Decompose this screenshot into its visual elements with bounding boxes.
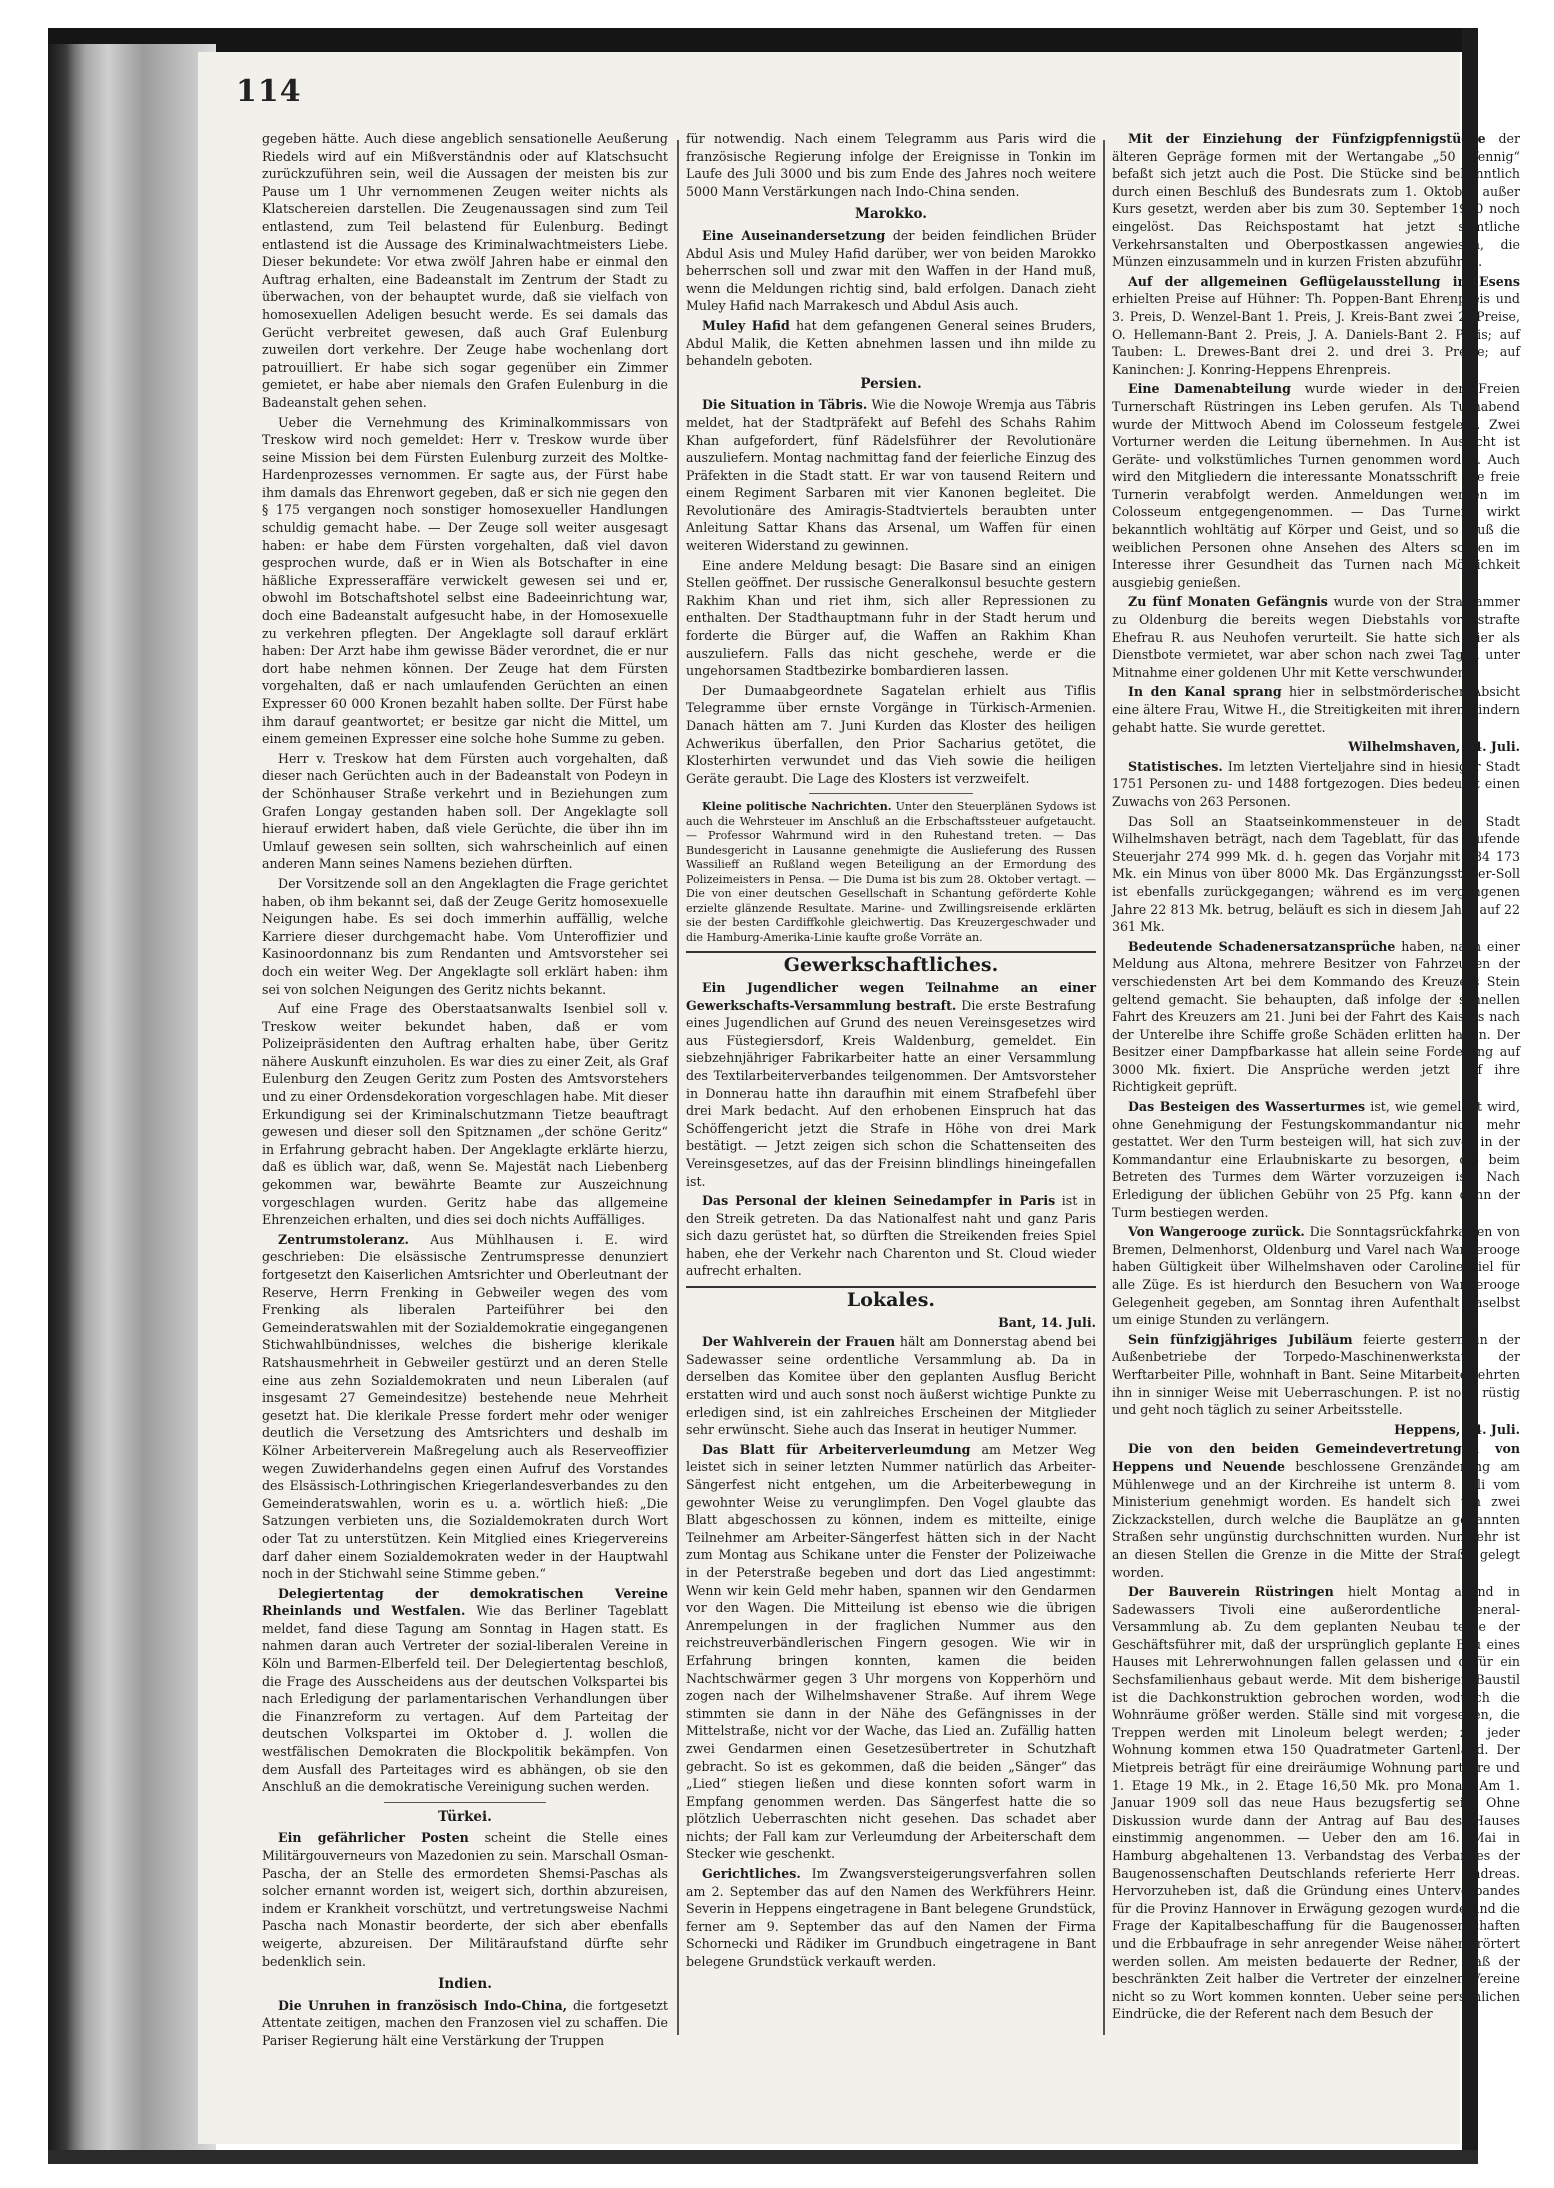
column-2 (686, 130, 1096, 2040)
article-text: ist, wie gemeldet wird, ohne Genehmigung der Festungskommandantur nicht mehr gestattet. Wer den Turm besteigen will, hat sich zuvor in der Kommandantur eine Erlaubniskarte zu besorgen, die beim Betreten des Turmes dem Wärter vorzuzeigen ist. Nach Erledigung der üblichen Gebühr von 25 Pfg. kann dann der Turm bestiegen werden. (1112, 1099, 1520, 1220)
article-lead: In den Kanal sprang (1128, 684, 1282, 700)
dateline-heppens: Heppens, 14. Juli. (1394, 1421, 1520, 1437)
article-text: für notwendig. Nach einem Telegramm aus Paris wird die französische Regierung infolge der Ereignisse in Tonkin im Laufe des Juli 3000 und bis zum Ende des Jahres noch weitere 5000 Mann Verstärkungen nach Indo-China senden. (686, 131, 1096, 199)
article-lead: Zu fünf Monaten Gefängnis (1128, 594, 1328, 610)
column-rule-2 (1103, 140, 1105, 2035)
column-rule-1 (677, 140, 679, 2035)
article-wangerooge (1112, 1223, 1520, 1329)
article-text: gegeben hätte. Auch diese angeblich sensationelle Aeußerung Riedels wird auf ein Mißverständnis oder auf Klatschsucht zurückzuführen sein, weil die Aussagen der meisten bis zur Pause um 1 Uhr vernommenen Zeugen weiter nichts als Klatschereien darstellen. Die Zeugenaussagen sind zum Teil entlastend, zum Teil belastend für Eulenburg. Bedingt entlastend ist die Aussage des Kriminalwachtmeisters Liebe. Dieser bekundete: Vor etwa zwölf Jahren habe er einmal den Auftrag erhalten, eine Badeanstalt im Zentrum der Stadt zu überwachen, von der behauptet wurde, daß sie vielfach von homosexuellen Adeligen besucht werde. Es sei damals das Gerücht verbreitet gewesen, daß auch Graf Eulenburg zuweilen dort verkehre. Der Zeuge habe wochenlang dort patrouilliert. Er habe sich sogar gegenüber ein Zimmer gemietet, er habe aber niemals den Grafen Eulenburg in die Badeanstalt gehen sehen. (262, 131, 668, 410)
article-text: hier in selbstmörderischer Absicht eine ältere Frau, Witwe H., die Streitigkeiten mit ihren Kindern gehabt hatte. Sie wurde gerettet. (1112, 684, 1520, 735)
article-lead: Statistisches. (1128, 758, 1223, 774)
article-lead: Von Wangerooge zurück. (1128, 1224, 1305, 1240)
article-indien (262, 1997, 668, 2050)
article-text: Ueber die Vernehmung des Kriminalkommissars von Treskow wird noch gemeldet: Herr v. Treskow wurde über seine Mission bei dem Fürsten Eulenburg zurzeit des Moltke-Hardenprozesses vernommen. Er sagte aus, der Fürst habe ihm damals das Ehrenwort gegeben, daß er sich nie gegen den § 175 vergangen noch sonstiger homosexueller Handlungen schuldig gemacht habe. — Der Zeuge soll weiter ausgesagt haben: er habe dem Fürsten vorgehalten, daß viel davon gesprochen wurde, daß er in Wien als Botschafter in eine häßliche Expresseraffäre verwickelt gewesen sei und er, obwohl im Botschaftshotel selbst eine Badeeinrichtung war, doch eine Badeanstalt aufgesucht habe, in der Homosexuelle zu verkehren pflegten. Der Angeklagte soll darauf erklärt haben: Der Arzt habe ihm gewisse Bäder verordnet, die er nur dort habe nehmen können. Der Zeuge hat dem Fürsten vorgehalten, daß er nach umlaufenden Gerüchten an einen Expresser 60 000 Kronen bezahlt haben sollte. Der Fürst habe ihm darauf geantwortet; er besitze gar nicht die Mittel, um einem gemeinen Expresser eine solche hohe Summe zu geben. (262, 414, 668, 747)
article-lead: Ein Jugendlicher wegen Teilnahme an einer Gewerkschafts-Versammlung bestraft. (686, 979, 1096, 1013)
article-text: wurde von der Strafkammer zu Oldenburg die bereits wegen Diebstahls vorbestrafte Ehefrau R. aus Neuhofen verurteilt. Sie hatte sich hier als Dienstbote vermietet, war aber schon nach zwei Tagen unter Mitnahme einer goldenen Uhr mit Kette verschwunden. (1112, 594, 1521, 680)
page-number: 114 (236, 74, 302, 109)
article-text: am Metzer Weg leistet sich in seiner letzten Nummer natürlich das Arbeiter-Sängerfest nicht entgehen, um die Arbeiterbewegung in gewohnter Weise zu verunglimpfen. Den Vogel glaubte das Blatt abgeschossen zu können, indem es mitteilte, einige Teilnehmer am Arbeiter-Sängerfest hätten sich in der Nacht zum Montag aus Schikane unter die Fenster der Polizeiwache in der Peterstraße begeben und dort das Lied angestimmt: Wenn wir kein Geld mehr haben, spannen wir den Gendarmen vor den Wagen. Die Mitteilung ist ebenso wie die übrigen Anrempelungen in der fraglichen Nummer aus den reichstreuverbändlerischen Fingern gesogen. Wie wir in Erfahrung bringen konnten, kamen die beiden Nachtschwärmer gegen 3 Uhr morgens von Kopperhörn und zogen nach der Wilhelmshavener Straße. Auf ihrem Wege stimmten sie dann in der Nähe des Gefängnisses in der Mittelstraße, nicht vor der Wache, das Lied an. Zufällig hatten zwei Gendarmen einen Gesetzesübertreter in Schutzhaft gebracht. So ist es gekommen, daß die beiden „Sänger“ das „Lied“ stiegen ließen und diese konnten sofort warm in Empfang genommen werden. Das Sängerfest hatte die so plötzlich Ueberraschten nicht gesehen. Das schadet aber nichts; der Fall kam zur Verleumdung der Arbeiterschaft dem Stecker wie geschenkt. (686, 1441, 1096, 1862)
article-text: Unter den Steuerplänen Sydows ist auch die Wehrsteuer im Anschluß an die Erbschaftssteuer aufgetaucht. — Professor Wahrmund wird in den Ruhestand treten. — Das Bundesgericht in Lausanne genehmigte die Auslieferung des Russen Wassilieff an Rußland wegen Beteiligung an der Ermordung des Polizeimeisters in Pensa. — Die Duma ist bis zum 28. Oktober vertagt. — Die von einer deutschen Gesellschaft in Schantung geförderte Kohle erzielte glänzende Resultate. Marine- und Zwillingsreisende erklärten sie der besten Cardiffkohle gleichwertig. Das Kreuzergeschwader und die Hamburg-Amerika-Linie kaufte große Vorräte an. (686, 800, 1096, 944)
article-wahlverein (686, 1333, 1096, 1439)
article-gefluegel (1112, 273, 1520, 379)
article-lead: Muley Hafid (702, 317, 790, 333)
book-bottom-edge (48, 2150, 1478, 2164)
book-top-edge (48, 28, 1476, 52)
article-lead: Das Blatt für Arbeiterverleumdung (702, 1441, 971, 1457)
article-lead: Bedeutende Schadenersatzansprüche (1128, 938, 1396, 954)
article-lead: Kleine politische Nachrichten. (702, 800, 892, 814)
article-text: haben, nach einer Meldung aus Altona, mehrere Besitzer von Fahrzeugen der verschiedensten Art bei dem Kommando des Kreuzers Stein geltend gemacht. Sie behaupten, daß infolge der schnellen Fahrt des Kreuzers am 21. Juni bei der Fahrt des Kaisers nach der Unterelbe ihre Schiffe große Schäden erlitten haben. Der Besitzer einer Dampfbarkasse hat allein seine Forderung auf 3000 Mk. fixiert. Die Ansprüche werden jetzt auf ihre Richtigkeit geprüft. (1112, 938, 1520, 1095)
article-zentrum (262, 1231, 668, 1583)
article-text: Die Sonntagsrückfahrkarten von Bremen, Delmenhorst, Oldenburg und Varel nach Wangerooge haben Gültigkeit über Wilhelmshaven oder Carolinensiel für alle Züge. Es ist hierdurch den Besuchern von Wangerooge Gelegenheit gegeben, am Sonntag ihren Aufenthalt daselbst um einige Stunden zu verlängern. (1112, 1224, 1520, 1328)
article-lead: Das Besteigen des Wasserturmes (1128, 1099, 1366, 1115)
column-3 (1112, 130, 1521, 2022)
article-lead: Die Situation in Täbris. (702, 397, 868, 413)
article-schadenersatz (1112, 938, 1520, 1096)
article-lead: Eine Auseinandersetzung (702, 227, 886, 243)
article-text: erhielten Preise auf Hühner: Th. Poppen-Bant Ehrenpreis und 3. Preis, D. Wenzel-Bant 1. Preis, J. Kreis-Bant zwei 2. Preise, O. Hellemann-Bant 2. Preis, J. A. Daniels-Bant 2. Preis; auf Tauben: L. Drewes-Bant drei 2. und drei 3. Preise; auf Kaninchen: J. Konring-Heppens Ehrenpreis. (1112, 291, 1520, 377)
article-text: Im Zwangsversteigerungsverfahren sollen am 2. September das auf den Namen des Werkführers Heinr. Severin in Heppens eingetragene in Bant belegene Grundstück, ferner am 9. September das auf den Namen der Firma Schornecki und Rädiker im Grundbuch eingetragene in Bant belegene Grundstück verkauft werden. (686, 1866, 1096, 1970)
article-text: hielt Montag abend in Sadewassers Tivoli eine außerordentliche General-Versammlung ab. Zu dem geplanten Neubau teilte der Geschäftsführer mit, daß der ursprünglich geplante Bau eines Hauses mit Lehrerwohnungen fallen gelassen und dafür ein Sechsfamilienhaus gebaut werde. Mit dem bisherigen Baustil ist die Dachkonstruktion gebrochen worden, wodurch die Wohnräume größer werden. Ställe sind mit vorgesehen, die Treppen werden mit Linoleum belegt werden; zu jeder Wohnung kommen etwa 150 Quadratmeter Gartenland. Der Mietpreis beträgt für eine dreiräumige Wohnung parterre und 1. Etage 19 Mk., in 2. Etage 16,50 Mk. pro Monat. Am 1. Januar 1909 soll das neue Haus bezugsfertig sein. Ohne Diskussion wurde dann der Antrag auf Bau des Hauses einstimmig angenommen. — Ueber den am 16. Mai in Hamburg abgehaltenen 13. Verbandstag des Verbandes der Baugenossenschaften Deutschlands referierte Herr Andreas. Hervorzuheben ist, daß die Gründung eines Unterverbandes für die Provinz Hannover in Erwägung gezogen wurde und die Frage der Kapitalbeschaffung für die Baugenossenschaften und die Erbbaufrage in sehr anregender Weise näher erörtert werden sollen. Am meisten bedauerte der Redner, daß der beschränkten Zeit halber die Vertreter der einzelnen Vereine nicht so zu Wort kommen konnten. Ueber seine persönlichen Eindrücke, die der Referent nach dem Besuch der (1112, 1584, 1520, 2022)
section-heading-gewerkschaftliches: Gewerkschaftliches. (686, 951, 1096, 975)
article-text: wurde wieder in der Freien Turnerschaft Rüstringen ins Leben gerufen. Als Turnabend wurde der Mittwoch Abend im Colosseum festgelegt. Zwei Vorturner werden die Leitung übernehmen. In Aussicht ist Geräte- und volkstümliches Turnen genommen worden. Auch wird den Mitgliedern die interessante Monatsschrift Die freie Turnerin verabfolgt werden. Anmeldungen werden im Colosseum entgegengenommen. — Das Turnen wirkt bekanntlich wohltätig auf Körper und Geist, und so muß die weiblichen Personen ohne Ansehen des Alters sollten im Interesse ihrer Gesundheit das Turnen nach Möglichkeit ausgiebig genießen. (1112, 381, 1520, 590)
article-text: Wie das Berliner Tageblatt meldet, fand diese Tagung am Sonntag in Hagen statt. Es nahmen daran auch Vertreter der sozial-liberalen Vereine in Köln und Barmen-Elberfeld teil. Der Delegiertentag beschloß, die Frage des Ausscheidens aus der deutschen Volkspartei bis nach Erledigung der parlamentarischen Verhandlungen über die Finanzreform zu vertagen. Auf dem Parteitag der deutschen Volkspartei im Oktober d. J. wollen die westfälischen Demokraten die Blockpolitik bekämpfen. Von dem Ausfall des Parteitages wird es abhängen, ob sie den Anschluß an die demokratische Vereinigung suchen werden. (262, 1603, 668, 1795)
article-text: ist in den Streik getreten. Da das Nationalfest naht und ganz Paris sich dazu gerüstet hat, so dürften die Streikenden freies Spiel haben, ehe der Verkehr nach Charenton und St. Cloud wieder aufrecht erhalten. (686, 1193, 1096, 1279)
article-damen (1112, 380, 1520, 591)
article-persien (686, 396, 1096, 554)
article-muley (686, 317, 1096, 370)
article-gerichtliches (686, 1865, 1096, 1971)
article-wasserturm (1112, 1098, 1520, 1221)
article-text: Wie die Nowoje Wremja aus Täbris meldet, hat der Stadtpräfekt auf Befehl des Schahs Rahim Khan aufgefordert, fünf Rädelsführer der Revolutionäre auszuliefern. Montag nachmittag fand der feierliche Einzug des Präfekten in die Stadt statt. Er war von tausend Reitern und einem Regiment Sarbaren mit vier Kanonen begleitet. Die Revolutionäre des Amiragis-Stadtviertels beraubten unter Anleitung Sattar Khans das Arsenal, um Waffen für einen weiteren Widerstand zu gewinnen. (686, 397, 1096, 554)
article-lead: Auf der allgemeinen Geflügelausstellung in Esens (1128, 273, 1520, 289)
book-binding (48, 44, 216, 2164)
article-statistisches (1112, 758, 1520, 811)
dateline-bant: Bant, 14. Juli. (998, 1314, 1096, 1330)
article-lead: Die von den beiden Gemeindevertretungen von Heppens und Neuende (1112, 1441, 1520, 1474)
article-lead: Zentrumstoleranz. (278, 1231, 409, 1247)
article-kleine (686, 800, 1096, 945)
article-lead: Delegiertentag der demokratischen Vereine Rheinlands und Westfalen. (262, 1585, 668, 1619)
article-blatt (686, 1441, 1096, 1863)
section-heading-marokko: Marokko. (855, 206, 927, 223)
article-paris (686, 1192, 1096, 1280)
section-heading-tuerkei: Türkei. (438, 1808, 492, 1825)
article-text: Der Dumaabgeordnete Sagatelan erhielt aus Tiflis Telegramme über ernste Vorgänge in Türkisch-Armenien. Danach hätten am 7. Juni Kurden das Kloster des heiligen Achwerikus überfallen, den Prior Sacharius getötet, die Klosterhirten verwundet und das Vieh sowie die heiligen Geräte geraubt. Die Lage des Klosters ist verzweifelt. (686, 682, 1096, 786)
article-text: Aus Mühlhausen i. E. wird geschrieben: Die elsässische Zentrumspresse denunziert fortgesetzt den Kaiserlichen Amtsrichter und Oberleutnant der Reserve, Herrn Frenking in Gebweiler wegen des vom Frenking als liberalen Parteiführer bei den Gemeinderatswahlen mit der Sozialdemokratie eingegangenen Stichwahlbündnisses, welches die bisherige klerikale Ratshausmehrheit in Gebweiler gestürzt und an deren Stelle eine aus zehn Sozialdemokraten und neun Liberalen (auf insgesamt 27 Gemeindesitze) bestehende neue Mehrheit gesetzt hat. Die klerikale Presse fordert mehr oder weniger deutlich die Versetzung des Amtsrichters und deshalb im Kölner Arbeiterverein Maßregelung auch als Reserveoffizier wegen Zuwiderhandelns gegen einen Aufruf des Vorstandes des Elsässisch-Lothringischen Kriegerlandesverbandes zu den Gemeinderatswahlen, worin es u. a. wörtlich hieß: „Die Satzungen verbieten uns, die Sozialdemokraten durch Wort oder Tat zu unterstützen. Kein Mitglied eines Kriegervereins darf daher einem Sozialdemokraten weder in der Hauptwahl noch in der Stichwahl seine Stimme geben.“ (262, 1231, 668, 1582)
article-text: feierte gestern in der Außenbetriebe der Torpedo-Maschinenwerkstatt der Werftarbeiter Pille, wohnhaft in Bant. Seine Mitarbeiter ehrten ihn in sinniger Weise mit Ueberraschungen. P. ist noch rüstig und geht noch täglich zu seiner Arbeitsstelle. (1112, 1331, 1520, 1418)
article-text: beschlossene Grenzänderung am Mühlenwege und an der Kirchreihe ist unterm 8. Juli vom Ministerium genehmigt worden. Es handelt sich um zwei Zickzackstellen, durch welche die Bauplätze an genannten Straßen sehr ungünstig durchschnitten wurden. Nunmehr ist an diesen Stellen die Grenze in die Mitte der Straße gelegt worden. (1112, 1458, 1521, 1580)
article-lead: Mit der Einziehung der Fünfzigpfennigstücke (1128, 131, 1486, 146)
article-muenzen (1112, 130, 1520, 271)
article-lead: Gerichtliches. (702, 1866, 801, 1882)
article-lead: Der Wahlverein der Frauen (702, 1334, 896, 1350)
article-delegiertentag (262, 1585, 668, 1796)
separator (384, 1802, 546, 1803)
article-lead: Eine Damenabteilung (1128, 381, 1291, 397)
article-lead: Sein fünfzigjähriges Jubiläum (1128, 1331, 1353, 1347)
article-text: Herr v. Treskow hat dem Fürsten auch vorgehalten, daß dieser nach Gerüchten auch in der Badeanstalt von Podeyn in der Schönhauser Straße verkehrt und in Beziehungen zum Grafen Longay gestanden haben soll. Der Angeklagte soll hierauf erwidert haben, daß viele Gerüchte, die über ihn im Umlauf gewesen sein sollten, sich wahrscheinlich auf einen anderen Mann seines Namens beziehen dürften. (262, 750, 668, 872)
article-text: die fortgesetzt Attentate zeitigen, machen den Franzosen viel zu schaffen. Die Pariser Regierung hält eine Verstärkung der Truppen (262, 1997, 668, 2048)
article-text: Eine andere Meldung besagt: Die Basare sind an einigen Stellen geöffnet. Der russische Generalkonsul besuchte gestern Rakhim Khan und riet ihm, sich aller Repressionen zu enthalten. Der Stadthauptmann fuhr in der Stadt herum und forderte die Bürger auf, die Waffen an Rakhim Khan auszuliefern. Falls das nicht geschehe, werde er die ungehorsamen Stadtbezirke bombardieren lassen. (686, 557, 1096, 679)
article-gefaengnis (1112, 593, 1520, 681)
article-lead: Die Unruhen in französisch Indo-China, (278, 1997, 568, 2013)
separator (809, 793, 973, 794)
column-1 (262, 130, 668, 2048)
article-jugend (686, 979, 1096, 1190)
article-bauverein (1112, 1583, 1520, 2023)
dateline-wilhelmshaven: Wilhelmshaven, 14. Juli. (1348, 739, 1520, 755)
article-text: Die erste Bestrafung eines Jugendlichen auf Grund des neuen Vereinsgesetzes wird aus Füstegiersdorf, Kreis Waldenburg, gemeldet. Ein siebzehnjähriger Fabrikarbeiter hatte an einer Versammlung des Textilarbeiterverbandes teilgenommen. Der Amtsvorsteher in Donnerau hatte ihn daraufhin mit einem Strafbefehl über drei Mark bedacht. Auf den erhobenen Einspruch hat das Schöffengericht jetzt die Strafe in Höhe von drei Mark bestätigt. — Jetzt zeigen sich schon die Schattenseiten des Vereinsgesetzes, auf das der Freisinn blindlings hineingefallen ist. (686, 997, 1096, 1189)
article-text: Das Soll an Staatseinkommensteuer in der Stadt Wilhelmshaven beträgt, nach dem Tageblatt, für das laufende Steuerjahr 274 999 Mk. d. h. gegen das Vorjahr mit 284 173 Mk. ein Minus von über 8000 Mk. Das Ergänzungssteuer-Soll ist ebenfalls zurückgegangen; während es im vergangenen Jahre 22 813 Mk. betrug, beläuft es sich in diesem Jahre auf 22 361 Mk. (1112, 813, 1520, 935)
article-jubilaeum (1112, 1331, 1520, 1419)
article-gemeinde (1112, 1440, 1520, 1581)
article-text: hat dem gefangenen General seines Bruders, Abdul Malik, die Ketten abnehmen lassen und ihn milde zu behandeln geboten. (686, 317, 1096, 369)
section-heading-persien: Persien. (860, 375, 922, 392)
article-lead: Ein gefährlicher Posten (278, 1830, 469, 1846)
article-tuerkei (262, 1829, 668, 1970)
article-text: Der Vorsitzende soll an den Angeklagten die Frage gerichtet haben, ob ihm bekannt sei, daß der Zeuge Geritz homosexuelle Neigungen habe. Es sei doch immerhin auffällig, welche Karriere dieser durchgemacht habe. Vom Unteroffizier und Kasinoordonnanz bis zum Rendanten und Amtsvorsteher sei doch ein weiter Weg. Der Angeklagte soll erklärt haben: ihm sei von solchen Neigungen des Geritz nichts bekannt. (262, 875, 668, 997)
article-marokko (686, 227, 1096, 315)
article-text: hält am Donnerstag abend bei Sadewasser seine ordentliche Versammlung ab. Da in derselben das Komitee über den geplanten Ausflug Bericht erstatten wird und auch sonst noch äußerst wichtige Punkte zu erledigen sind, ist ein zahlreiches Erscheinen der Mitglieder sehr erwünscht. Siehe auch das Inserat in heutiger Nummer. (686, 1334, 1096, 1438)
article-text: scheint die Stelle eines Militärgouverneurs von Mazedonien zu sein. Marschall Osman-Pascha, der an Stelle des ermordeten Shemsi-Paschas als solcher ernannt worden ist, weigert sich, dorthin abzureisen, indem er Krankheit vorschützt, und vertretungsweise Nachmi Pascha nach Monastir beorderte, der sich aber ebenfalls weigerte, abzureisen. Der Militäraufstand dürfte sehr bedenklich sein. (262, 1830, 668, 1969)
article-kanal (1112, 683, 1520, 736)
article-text: Im letzten Vierteljahre sind in hiesiger Stadt 1751 Personen zu- und 1488 fortgezogen. Dies bedeutet einen Zuwachs von 263 Personen. (1112, 758, 1520, 809)
article-text: der beiden feindlichen Brüder Abdul Asis und Muley Hafid darüber, wer von beiden Marokko beherrschen soll und zwar mit den Waffen in der Hand muß, wenn die Meldungen richtig sind, bald erfolgen. Danach zieht Muley Hafid nach Marrakesch und Abdul Asis auch. (686, 227, 1097, 314)
article-text: der älteren Gepräge formen mit der Wertangabe „50 Pfennig“ befaßt sich jetzt auch die Post. Die Stücke sind bekanntlich durch einen Beschluß des Bundesrats zum 1. Oktober außer Kurs gesetzt, werden aber bis zum 30. September 1910 noch eingelöst. Das Reichspostamt hat jetzt sämtliche Verkehrsanstalten und Oberpostkassen angewiesen, die Münzen einzusammeln und in kurzen Fristen abzuführen. (1112, 131, 1520, 270)
article-lead: Der Bauverein Rüstringen (1128, 1584, 1334, 1600)
section-heading-lokales: Lokales. (686, 1286, 1096, 1310)
article-text: Auf eine Frage des Oberstaatsanwalts Isenbiel soll v. Treskow weiter bekundet haben, daß er vom Polizeipräsidenten den Auftrag erhalten habe, über Geritz nähere Auskunft einzuholen. Es war dies zu einer Zeit, als Graf Eulenburg den Zeugen Geritz zum Posten des Amtsvorstehers und zu einer Ordensdekoration vorgeschlagen habe. Mit dieser Erkundigung sei der Kriminalschutzmann Tietze beauftragt gewesen und dieser soll den Spitznamen „der schöne Geritz“ in Erfahrung gebracht haben. Der Angeklagte erklärte hierzu, daß es üblich war, daß, wenn Se. Majestät nach Liebenberg gekommen war, bewährte Beamte zur Auszeichnung vorgeschlagen wurden. Geritz habe das allgemeine Ehrenzeichen erhalten, und dies sei doch nichts Auffälliges. (262, 1001, 668, 1228)
section-heading-indien: Indien. (438, 1976, 492, 1993)
article-lead: Das Personal der kleinen Seinedampfer in Paris (702, 1193, 1056, 1209)
